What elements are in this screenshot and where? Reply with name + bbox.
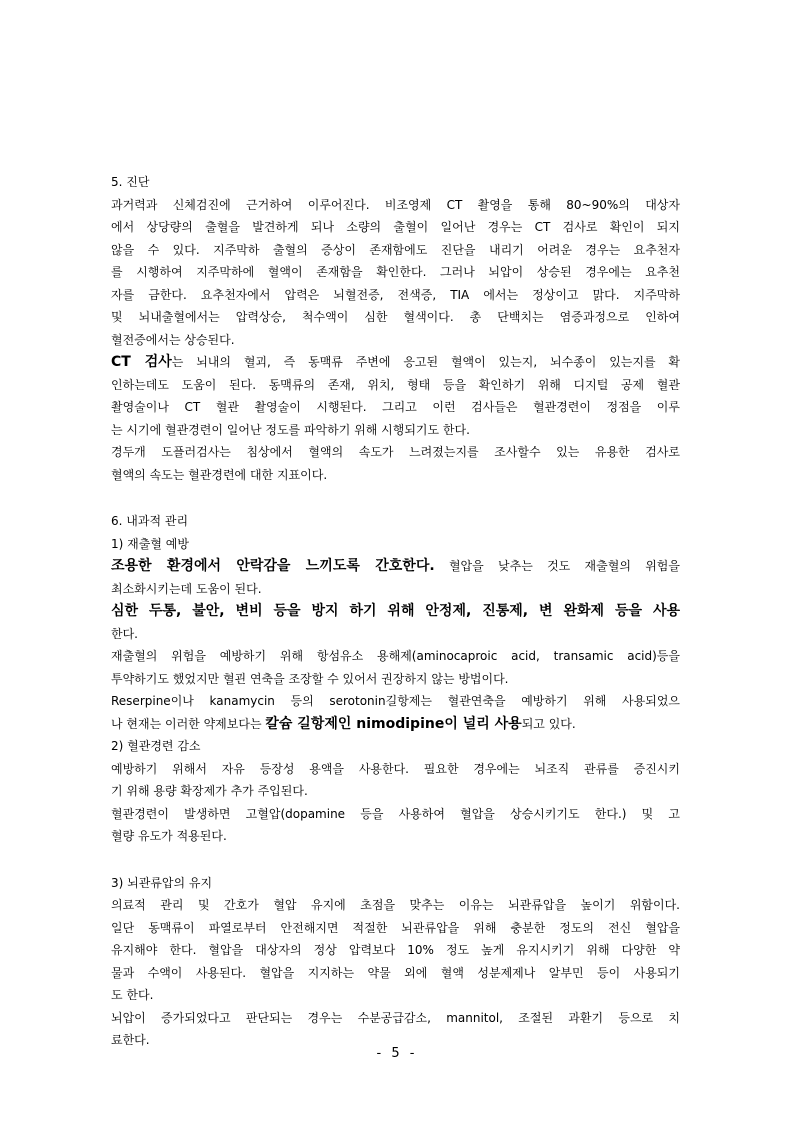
paragraph-line: 최소화시키는데 도움이 된다. [111,581,262,596]
paragraph-line: 투약하기도 했었지만 혈괸 연축을 조장할 수 있어서 권장하지 않는 방법이다. [111,671,509,686]
paragraph-line: 자를 금한다. 요추천자에서 압력은 뇌혈전증, 전색증, TIA 에서는 정상이고 맑다. 지주막하 [111,287,680,302]
paragraph-line: 는 시기에 혈관경련이 일어난 정도를 파악하기 위해 시행되기도 한다. [111,422,470,437]
section-6-heading: 6. 내과적 관리 [111,514,189,528]
paragraph-line: 않을 수 있다. 지주막하 출혈의 증상이 존재함에도 진단을 내리기 어려운 경우는 요추천자 [111,242,680,257]
paragraph-line: 혈량 유도가 적용된다. [111,829,227,843]
paragraph-line: 재출혈의 위험을 예방하기 위해 항섬유소 용해제(aminocaproic acid, transamic acid)등을 [111,649,680,663]
paragraph-line: 한다. [111,626,138,641]
paragraph-line: 혈전증에서는 상승된다. [111,332,235,347]
page-number: - 5 - [376,1046,418,1061]
paragraph-line: 뇌압이 증가되었다고 판단되는 경우는 수분공급감소, mannitol, 조절된 과환기 등으로 치 [111,1010,680,1025]
paragraph-line: 에서 상당량의 출혈을 발견하게 되나 소량의 출혈이 일어난 경우는 CT 검사로 확인이 되지 [111,220,680,234]
paragraph-line: 일단 동맥류이 파열로부터 안전해지면 적절한 뇌관류압을 위해 충분한 정도의 전신 혈압을 [111,920,680,935]
paragraph-line: 및 뇌내출혈에서는 압력상승, 척수액이 심한 혈색이다. 총 단백치는 염증과정으로 인하여 [111,310,680,324]
paragraph-line: 기 위해 용량 확장제가 추가 주입된다. [111,784,308,798]
section-spacer [111,486,680,510]
document-page [111,171,680,1052]
paragraph-line: Reserpine이나 kanamycin 등의 serotonin길항제는 혈관연축을 예방하기 위해 사용되었으 [111,694,680,708]
emphasis-rest: 혈압을 낮추는 것도 재출혈의 위험을 [434,559,680,573]
nimodipine-bold: 칼슘 길항제인 nimodipine이 널리 사용 [265,715,522,732]
subsection-heading: 2) 혈관경련 감소 [111,739,201,753]
paragraph-line: 경두개 도플러검사는 침상에서 혈액의 속도가 느려졌는지를 조사할수 있는 유용한 검사로 [111,445,680,459]
paragraph-line: 혈관경련이 발생하면 고혈압(dopamine 등을 사용하여 혈압을 상승시키기도 한다.) 및 고 [111,806,680,821]
emphasis-paragraph-line [111,555,680,578]
nimodipine-post: 되고 있다. [521,716,576,731]
nimodipine-pre: 나 현재는 이러한 약제보다는 [111,716,266,731]
paragraph-line: 촬영술이나 CT 혈관 촬영술이 시행된다. 그리고 이런 검사들은 혈관경련이 정점을 이루 [111,400,680,414]
emphasis-bold: 심한 두통, 불안, 변비 등을 방지 하기 위해 안정제, 진통제, 변 완화제 등을 사용 [111,603,680,619]
paragraph-line: 과거력과 신체검진에 근거하여 이루어진다. 비조영제 CT 촬영을 통해 80~90%의 대상자 [111,197,680,212]
paragraph-line: 료한다. [111,1033,150,1047]
paragraph-line: 를 시행하여 지주막하에 혈액이 존재함을 확인한다. 그러나 뇌압이 상승된 경우에는 요추천 [111,265,680,279]
emphasis-paragraph-line [111,600,680,623]
paragraph-line: 예방하기 위해서 자유 등장성 용액을 사용한다. 필요한 경우에는 뇌조직 관류를 증진시키 [111,761,680,776]
paragraph-line: 유지해야 한다. 혈압을 대상자의 정상 압력보다 10% 정도 높게 유지시키기 위해 다양한 약 [111,943,680,957]
paragraph-line: 의료적 관리 및 간호가 혈압 유지에 초점을 맞추는 이유는 뇌관류압을 높이기 위함이다. [111,898,680,912]
section-spacer [111,848,680,872]
paragraph-line: 물과 수액이 사용된다. 혈압을 지지하는 약물 외에 혈액 성분제제나 알부민 등이 사용되기 [111,965,680,980]
ct-exam-text: 는 뇌내의 혈괴, 즉 동맥류 주변에 응고된 혈액이 있는지, 뇌수종이 있는지를 확 [171,355,680,369]
nimodipine-paragraph-line [111,713,680,736]
subsection-heading: 1) 재출혈 예방 [111,536,189,551]
emphasis-bold: 조용한 환경에서 안락감을 느끼도록 간호한다. [111,558,435,574]
paragraph-line: 도 한다. [111,988,154,1002]
paragraph-line: 혈액의 속도는 혈관경련에 대한 지표이다. [111,467,328,482]
ct-paragraph-first-line [111,351,680,374]
section-5-heading: 5. 진단 [111,175,150,189]
ct-exam-bold: CT 검사 [111,354,172,370]
subsection-heading: 3) 뇌관류압의 유지 [111,875,213,890]
paragraph-line: 인하는데도 도움이 된다. 동맥류의 존재, 위치, 형태 등을 확인하기 위해 디지털 공제 혈관 [111,377,680,392]
